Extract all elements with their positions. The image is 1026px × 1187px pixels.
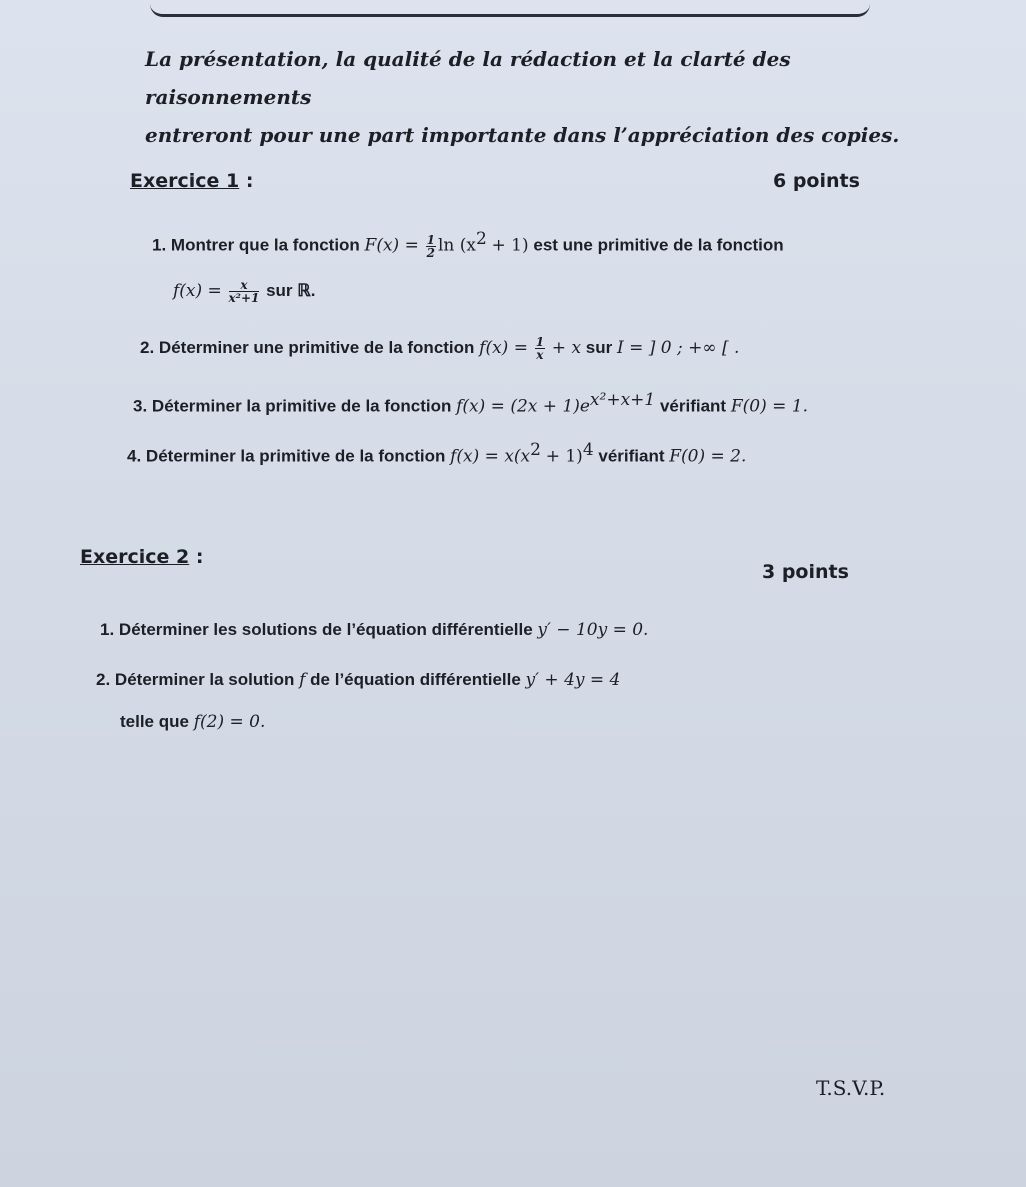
ex1-question-2: 2. Déterminer une primitive de la fonction f(x) = $\frac{1}{x}$ + x sur I = ] 0 ; +∞ [ . [140,335,740,362]
fraction-one-over-x: $\frac{1}{x}$ [535,335,545,362]
top-border-line [150,4,870,17]
exercise-2-title: Exercice 2 : [80,546,204,568]
ex1-question-1-line-2: f(x) = $\frac{x}{\text{x²+1}}$ sur ℝ. [173,278,316,305]
ex1-question-3: 3. Déterminer la primitive de la fonction $f(x) = (2x + 1)e^{x^2+x+1}$ vérifiant F(0) = 1. [133,390,808,417]
exercise-1-points: 6 points [773,170,860,192]
exercise-2-points: 3 points [762,561,849,583]
intro-line-1: La présentation, la qualité de la rédaction et la clarté des raisonnements [145,47,791,109]
ex2-question-2-line-1: 2. Déterminer la solution f de l’équation différentielle y′ + 4y = 4 [96,670,621,690]
intro-line-2: entreront pour une part importante dans l’appréciation des copies. [145,123,900,147]
fraction-x-over-x2-plus-1: $\frac{x}{\text{x²+1}}$ [228,278,260,305]
ex1-question-4: 4. Déterminer la primitive de la fonction $f(x) = x(x^2 + 1)^4$ vérifiant F(0) = 2. [127,440,747,467]
intro-note [145,40,905,154]
exercise-1-title: Exercice 1 : [130,170,254,192]
ex2-question-2-line-2: telle que f(2) = 0. [120,712,266,732]
turn-over-note: T.S.V.P. [816,1076,886,1100]
ex2-question-1: 1. Déterminer les solutions de l’équation différentielle y′ − 10y = 0. [100,620,649,640]
ex1-question-1-line-1: 1. Montrer que la fonction F(x) = $\frac{1}{2}$ $\ln (x^2 + 1)$ est une primitive de la fonction [152,229,784,260]
fraction-one-half: $\frac{1}{2}$ [426,232,435,260]
